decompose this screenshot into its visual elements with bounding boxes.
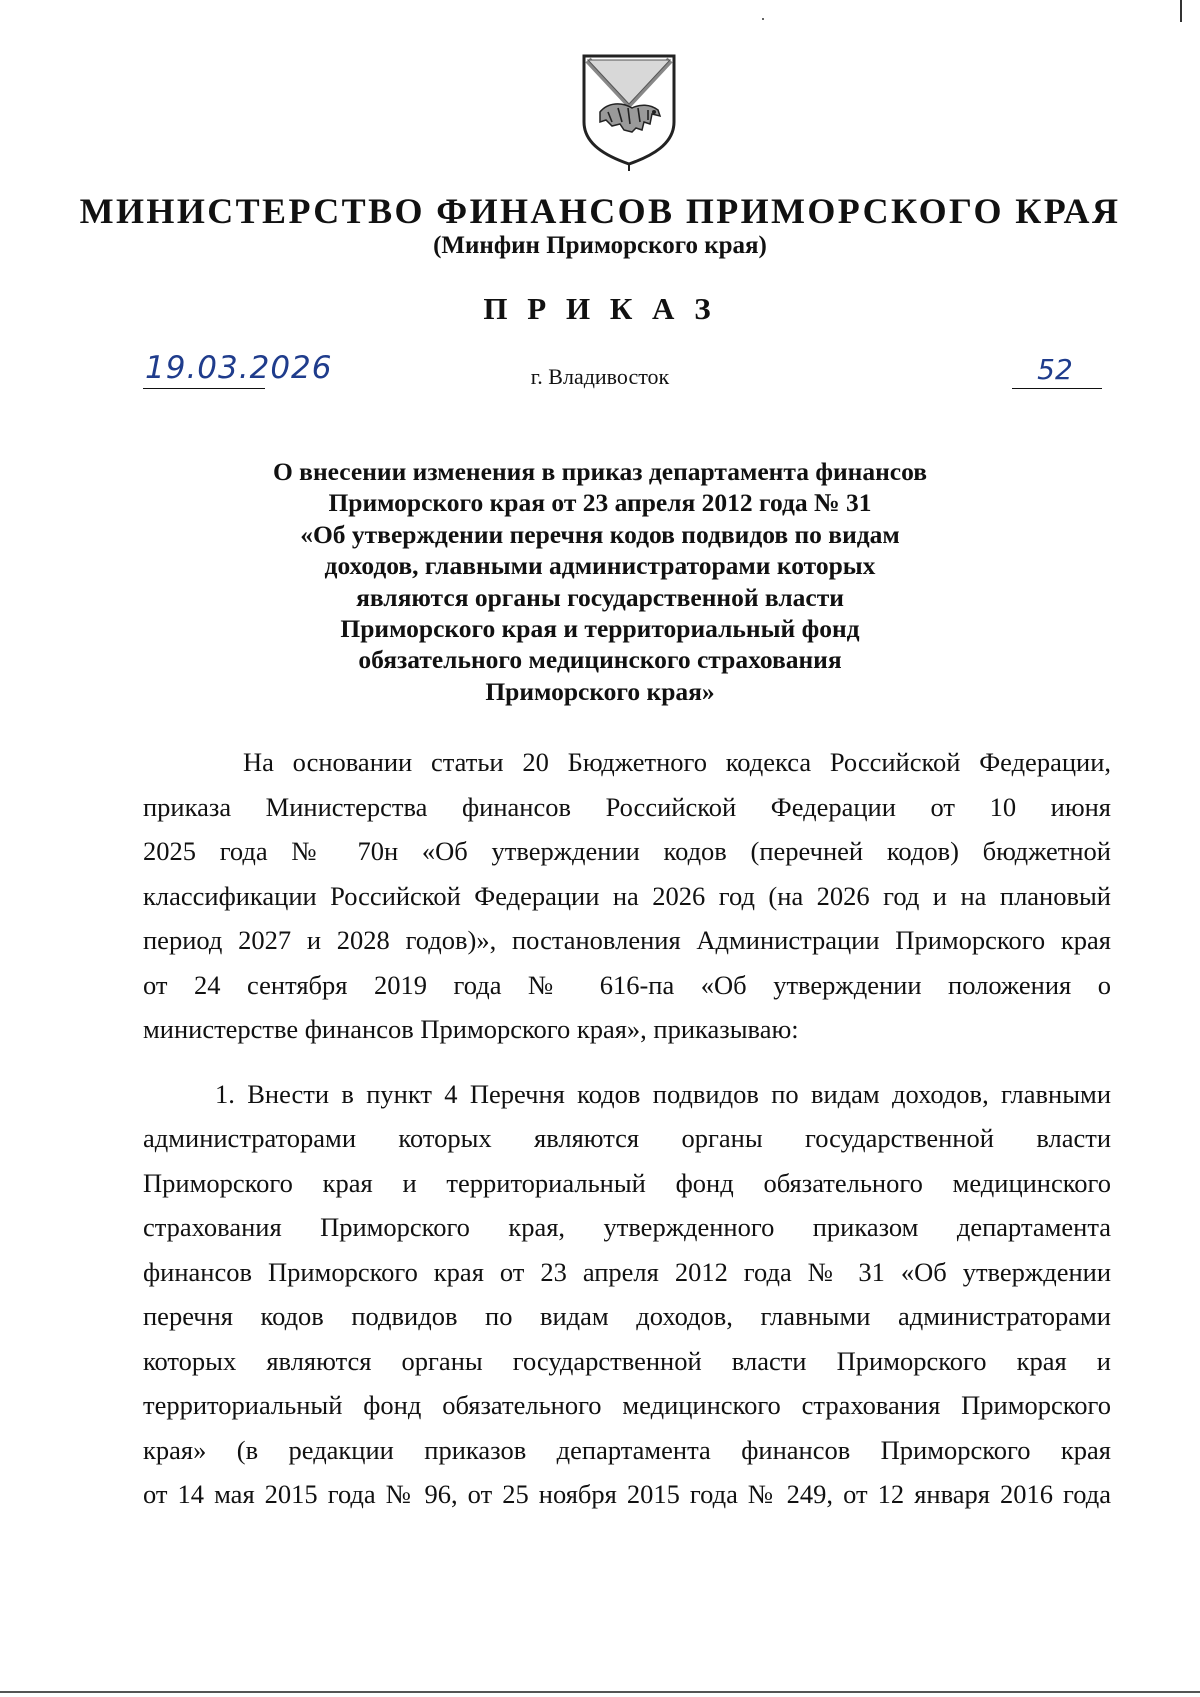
title-line: «Об утверждении перечня кодов подвидов по видам bbox=[300, 519, 900, 549]
title-line: Приморского края и территориальный фонд bbox=[340, 614, 860, 644]
item1-line: администраторами которых являются органы государственной власти bbox=[143, 1123, 1111, 1153]
item1-line: 1. Внести в пункт 4 Перечня кодов подвидов по видам доходов, главными bbox=[215, 1078, 1111, 1109]
item1-line: перечня кодов подвидов по видам доходов, главными администраторами bbox=[143, 1301, 1111, 1331]
title-line: доходов, главными администраторами которых bbox=[324, 551, 876, 581]
document-type: П Р И К А З bbox=[483, 291, 717, 326]
preamble-line: приказа Министерства финансов Российской Федерации от 10 июня bbox=[143, 791, 1111, 822]
title-line: Приморского края от 23 апреля 2012 года № 31 bbox=[328, 488, 872, 518]
item1-line: страхования Приморского края, утвержденного приказом департамента bbox=[143, 1212, 1111, 1242]
preamble-line: 2025 года № 70н «Об утверждении кодов (перечней кодов) бюджетной bbox=[143, 836, 1111, 866]
title-line: обязательного медицинского страхования bbox=[358, 645, 842, 675]
item1-line: края» (в редакции приказов департамента финансов Приморского края bbox=[143, 1434, 1111, 1465]
scan-edge-mark bbox=[1180, 0, 1182, 22]
preamble-line: от 24 сентября 2019 года № 616-па «Об утверждении положения о bbox=[143, 969, 1111, 1000]
item1-line: Приморского края и территориальный фонд обязательного медицинского bbox=[143, 1167, 1111, 1198]
preamble-line: классификации Российской Федерации на 2026 год (на 2026 год и на плановый bbox=[143, 880, 1111, 911]
item1-line: финансов Приморского края от 23 апреля 2012 года № 31 «Об утверждении bbox=[143, 1256, 1111, 1287]
coat-of-arms-icon bbox=[578, 52, 680, 172]
ministry-name: МИНИСТЕРСТВО ФИНАНСОВ ПРИМОРСКОГО КРАЯ bbox=[79, 191, 1121, 231]
preamble-line: На основании статьи 20 Бюджетного кодекса Российской Федерации, bbox=[243, 747, 1111, 777]
preamble-line: период 2027 и 2028 годов)», постановления Администрации Приморского края bbox=[143, 925, 1111, 955]
scan-bottom-edge bbox=[0, 1691, 1200, 1693]
item1-line: которых являются органы государственной власти Приморского края и bbox=[143, 1345, 1111, 1376]
title-line: О внесении изменения в приказ департамента финансов bbox=[272, 457, 928, 486]
document-title bbox=[240, 456, 960, 707]
ministry-short-name: (Минфин Приморского края) bbox=[433, 232, 767, 259]
title-line: являются органы государственной власти bbox=[356, 582, 844, 612]
paragraph-gap bbox=[143, 1052, 1111, 1072]
handwritten-date: 19.03.2026 bbox=[145, 350, 333, 386]
document-body bbox=[143, 740, 1111, 1517]
city: г. Владивосток bbox=[530, 364, 670, 389]
number-underline bbox=[1012, 388, 1102, 389]
scan-speck bbox=[762, 18, 764, 20]
item1-line: территориальный фонд обязательного медицинского страхования Приморского bbox=[143, 1390, 1111, 1420]
handwritten-number: 52 bbox=[1037, 353, 1073, 386]
item1-line: от 14 мая 2015 года № 96, от 25 ноября 2015 года № 249, от 12 января 2016 года bbox=[143, 1479, 1111, 1509]
preamble-line: министерстве финансов Приморского края», приказываю: bbox=[143, 1014, 799, 1044]
title-line: Приморского края» bbox=[485, 676, 715, 706]
